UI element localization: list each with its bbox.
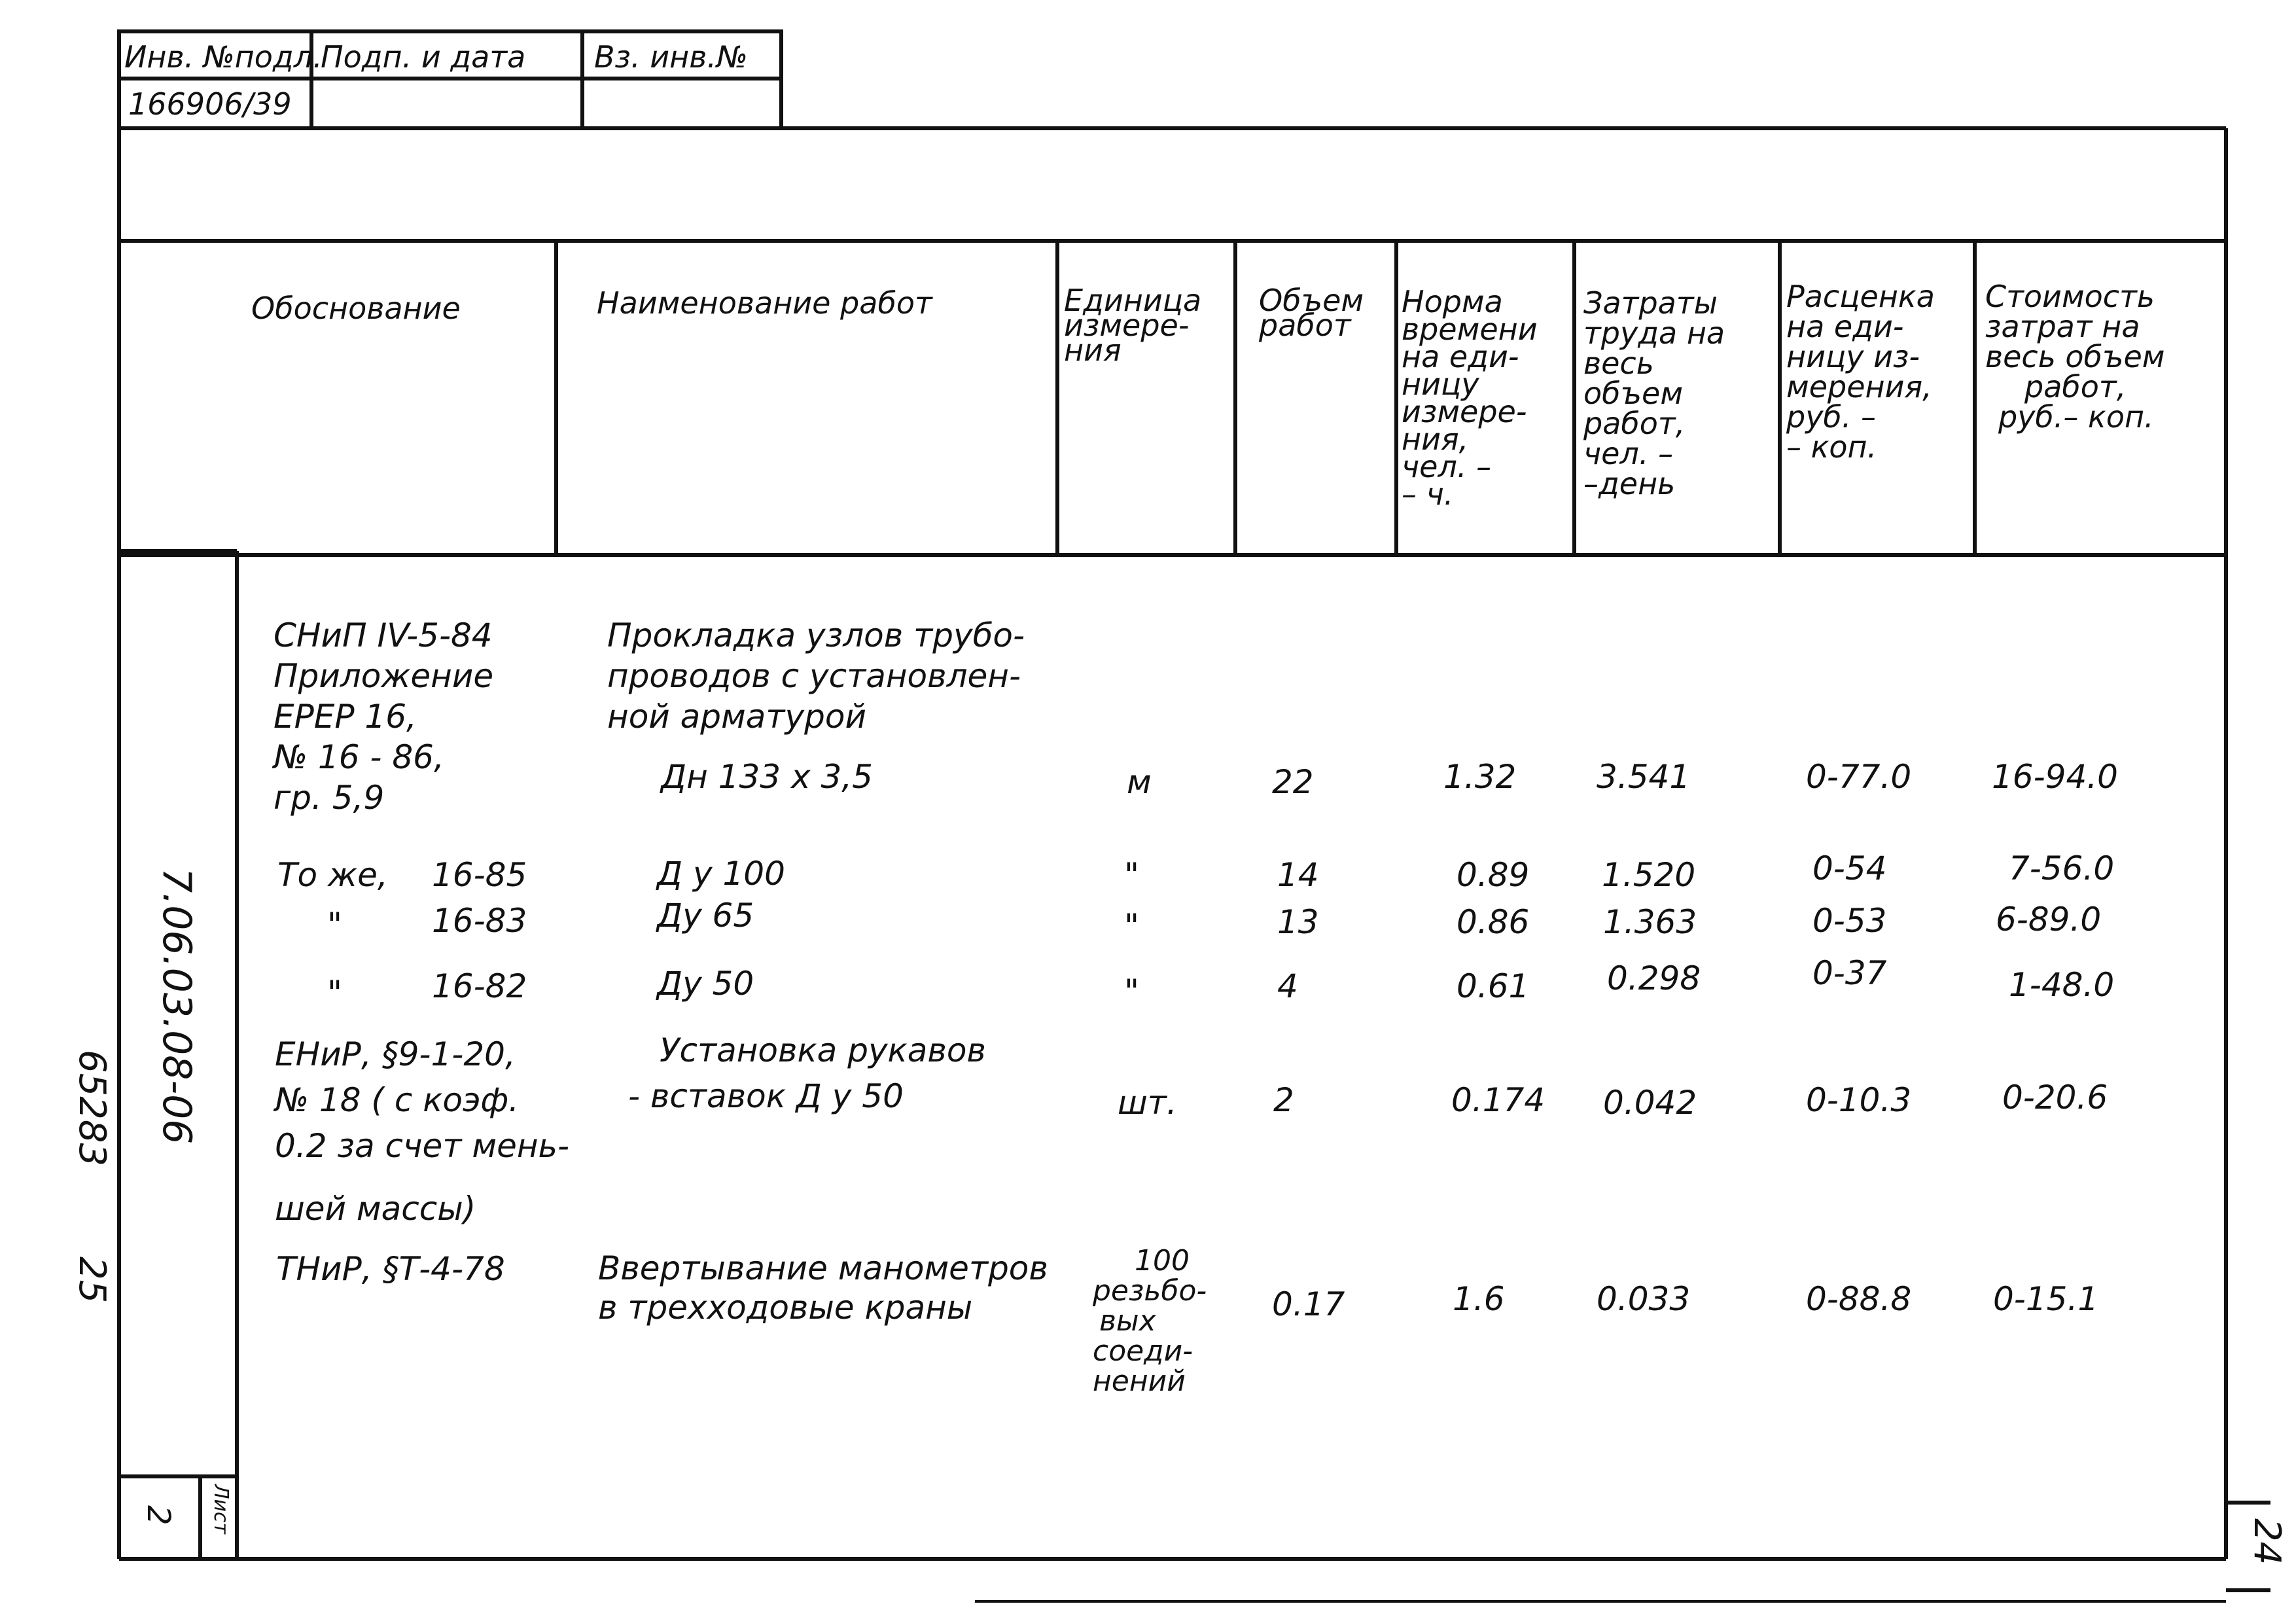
row-4-norm: 0.61 <box>1457 967 1530 1005</box>
header-labor-line: труда на <box>1583 315 1725 351</box>
header-unit <box>1064 283 1202 368</box>
unit-line: соеди- <box>1093 1334 1193 1368</box>
header-volume-line: работ <box>1259 308 1351 343</box>
stamp-sign-label: Подп. и дата <box>321 39 526 75</box>
header-time-norm-line: ницу <box>1402 366 1479 402</box>
header-time-norm-line: на еди- <box>1402 339 1519 374</box>
unit-line: резьбо- <box>1093 1274 1207 1308</box>
header-work-name: Наименование работ <box>597 285 932 321</box>
header-time-norm-line: времени <box>1402 312 1538 347</box>
row-4-labor: 0.298 <box>1607 959 1701 997</box>
header-volume <box>1259 283 1364 343</box>
header-time-norm-line: Норма <box>1402 284 1503 319</box>
name-line: ной арматурой <box>607 698 866 736</box>
row-4-rate: 0-37 <box>1812 954 1887 992</box>
row-6-labor: 0.033 <box>1597 1280 1691 1318</box>
row-2-unit: " <box>1124 856 1139 894</box>
header-labor <box>1583 285 1725 501</box>
header-rate-line: Расценка <box>1786 279 1935 314</box>
basis-line: шей массы) <box>275 1190 476 1228</box>
name-line: Прокладка узлов трубо- <box>607 616 1025 654</box>
header-rate-line: – коп. <box>1786 429 1877 465</box>
row-4-unit: " <box>1124 972 1139 1010</box>
row-4-basis-prefix: " <box>327 974 342 1012</box>
document-code: 7.06.03.08-06 <box>154 868 200 1145</box>
row-1-rate: 0-77.0 <box>1806 758 1912 796</box>
row-5-rate: 0-10.3 <box>1806 1081 1912 1119</box>
header-labor-line: объем <box>1583 376 1684 411</box>
archive-page: 25 <box>71 1257 113 1304</box>
header-cost <box>1985 279 2165 435</box>
row-6-cost: 0-15.1 <box>1993 1280 2099 1318</box>
stamp-inv-value: 166906/39 <box>128 86 292 122</box>
header-labor-line: чел. – <box>1583 436 1674 471</box>
row-3-labor: 1.363 <box>1603 903 1697 941</box>
page-number: 24 <box>2246 1518 2288 1565</box>
row-1-unit: м <box>1127 763 1152 801</box>
name-line: Установка рукавов <box>660 1031 986 1069</box>
row-2-labor: 1.520 <box>1602 856 1696 894</box>
header-time-norm <box>1402 284 1538 512</box>
row-3-norm: 0.86 <box>1457 903 1530 941</box>
row-3-basis-ref: 16-83 <box>432 902 527 940</box>
basis-line: № 16 - 86, <box>274 738 444 776</box>
row-5-name <box>628 1027 986 1119</box>
sheet-label: Лист <box>209 1484 232 1535</box>
row-6-basis: ТНиР, §Т-4-78 <box>276 1250 505 1288</box>
row-4-name: Ду 50 <box>657 965 754 1003</box>
row-1-norm: 1.32 <box>1443 758 1517 796</box>
row-6-unit <box>1093 1246 1207 1397</box>
basis-line: 0.2 за счет мень- <box>275 1127 570 1165</box>
stamp-inv-label: Инв. №подл. <box>124 39 323 75</box>
row-2-norm: 0.89 <box>1457 856 1530 894</box>
row-2-name: Д у 100 <box>657 855 785 893</box>
basis-line: СНиП IV-5-84 <box>274 616 493 654</box>
header-rate-line: мерения, <box>1786 369 1932 404</box>
row-3-unit: " <box>1124 907 1139 945</box>
row-5-labor: 0.042 <box>1603 1084 1697 1122</box>
header-rate-line: руб. – <box>1786 399 1877 435</box>
name-line: - вставок Д у 50 <box>628 1077 904 1115</box>
header-cost-line: затрат на <box>1985 309 2140 344</box>
row-5-basis <box>275 1031 569 1232</box>
row-4-cost: 1-48.0 <box>2009 966 2115 1004</box>
unit-line: вых <box>1099 1304 1156 1338</box>
unit-line: 100 <box>1135 1244 1190 1277</box>
row-5-unit: шт. <box>1118 1084 1177 1122</box>
row-2-volume: 14 <box>1277 856 1319 894</box>
row-2-cost: 7-56.0 <box>2009 849 2115 887</box>
row-6-rate: 0-88.8 <box>1806 1280 1912 1318</box>
header-unit-line: ния <box>1064 332 1122 368</box>
name-line: в трехходовые краны <box>598 1289 973 1327</box>
row-5-volume: 2 <box>1273 1081 1294 1119</box>
header-cost-line: работ, <box>2024 369 2127 404</box>
row-6-volume: 0.17 <box>1272 1285 1345 1323</box>
header-basis: Обоснование <box>251 291 461 326</box>
name-line: проводов с установлен- <box>607 657 1021 695</box>
row-1-volume: 22 <box>1272 763 1314 801</box>
basis-line: гр. 5,9 <box>274 779 385 817</box>
basis-line: Приложение <box>274 657 494 695</box>
row-1-basis <box>274 615 493 818</box>
row-2-basis-prefix: То же, <box>277 856 388 894</box>
row-1-cost: 16-94.0 <box>1992 758 2118 796</box>
header-unit-line: Единица <box>1064 283 1202 318</box>
header-volume-line: Объем <box>1259 283 1364 318</box>
header-time-norm-line: чел. – <box>1402 449 1492 484</box>
basis-line: ЕНиР, §9-1-20, <box>275 1035 516 1073</box>
row-5-norm: 0.174 <box>1451 1081 1545 1119</box>
row-6-name <box>598 1249 1048 1327</box>
basis-line: ЕРЕР 16, <box>274 698 417 736</box>
row-4-volume: 4 <box>1277 967 1298 1005</box>
basis-line: № 18 ( с коэф. <box>275 1081 520 1119</box>
row-1-subname: Дн 133 х 3,5 <box>661 758 873 796</box>
header-cost-line: руб.– коп. <box>1998 399 2154 435</box>
header-rate <box>1786 279 1935 465</box>
row-3-volume: 13 <box>1277 903 1319 941</box>
archive-number: 65283 <box>71 1050 113 1167</box>
header-labor-line: весь <box>1583 346 1654 381</box>
stamp-vz-label: Вз. инв.№ <box>594 39 748 75</box>
row-1-labor: 3.541 <box>1597 758 1691 796</box>
row-3-rate: 0-53 <box>1812 902 1887 940</box>
header-unit-line: измере- <box>1064 308 1190 343</box>
row-1-name <box>607 615 1025 737</box>
header-labor-line: работ, <box>1583 406 1686 441</box>
row-3-name: Ду 65 <box>657 897 754 935</box>
header-time-norm-line: – ч. <box>1402 476 1454 512</box>
row-6-norm: 1.6 <box>1453 1280 1505 1318</box>
header-cost-line: Стоимость <box>1985 279 2155 314</box>
row-3-cost: 6-89.0 <box>1996 901 2102 938</box>
header-rate-line: ницу из- <box>1786 339 1920 374</box>
header-time-norm-line: ния, <box>1402 421 1469 457</box>
row-2-basis-ref: 16-85 <box>432 856 527 894</box>
header-labor-line: –день <box>1583 466 1676 501</box>
row-2-rate: 0-54 <box>1812 849 1887 887</box>
header-rate-line: на еди- <box>1786 309 1904 344</box>
name-line: Ввертывание манометров <box>598 1249 1048 1287</box>
header-cost-line: весь объем <box>1985 339 2165 374</box>
unit-line: нений <box>1093 1364 1186 1398</box>
sheet-number: 2 <box>140 1505 177 1525</box>
row-5-cost: 0-20.6 <box>2002 1079 2108 1116</box>
row-4-basis-ref: 16-82 <box>432 967 527 1005</box>
header-labor-line: Затраты <box>1583 285 1718 321</box>
header-time-norm-line: измере- <box>1402 394 1527 429</box>
row-3-basis-prefix: " <box>327 906 342 944</box>
